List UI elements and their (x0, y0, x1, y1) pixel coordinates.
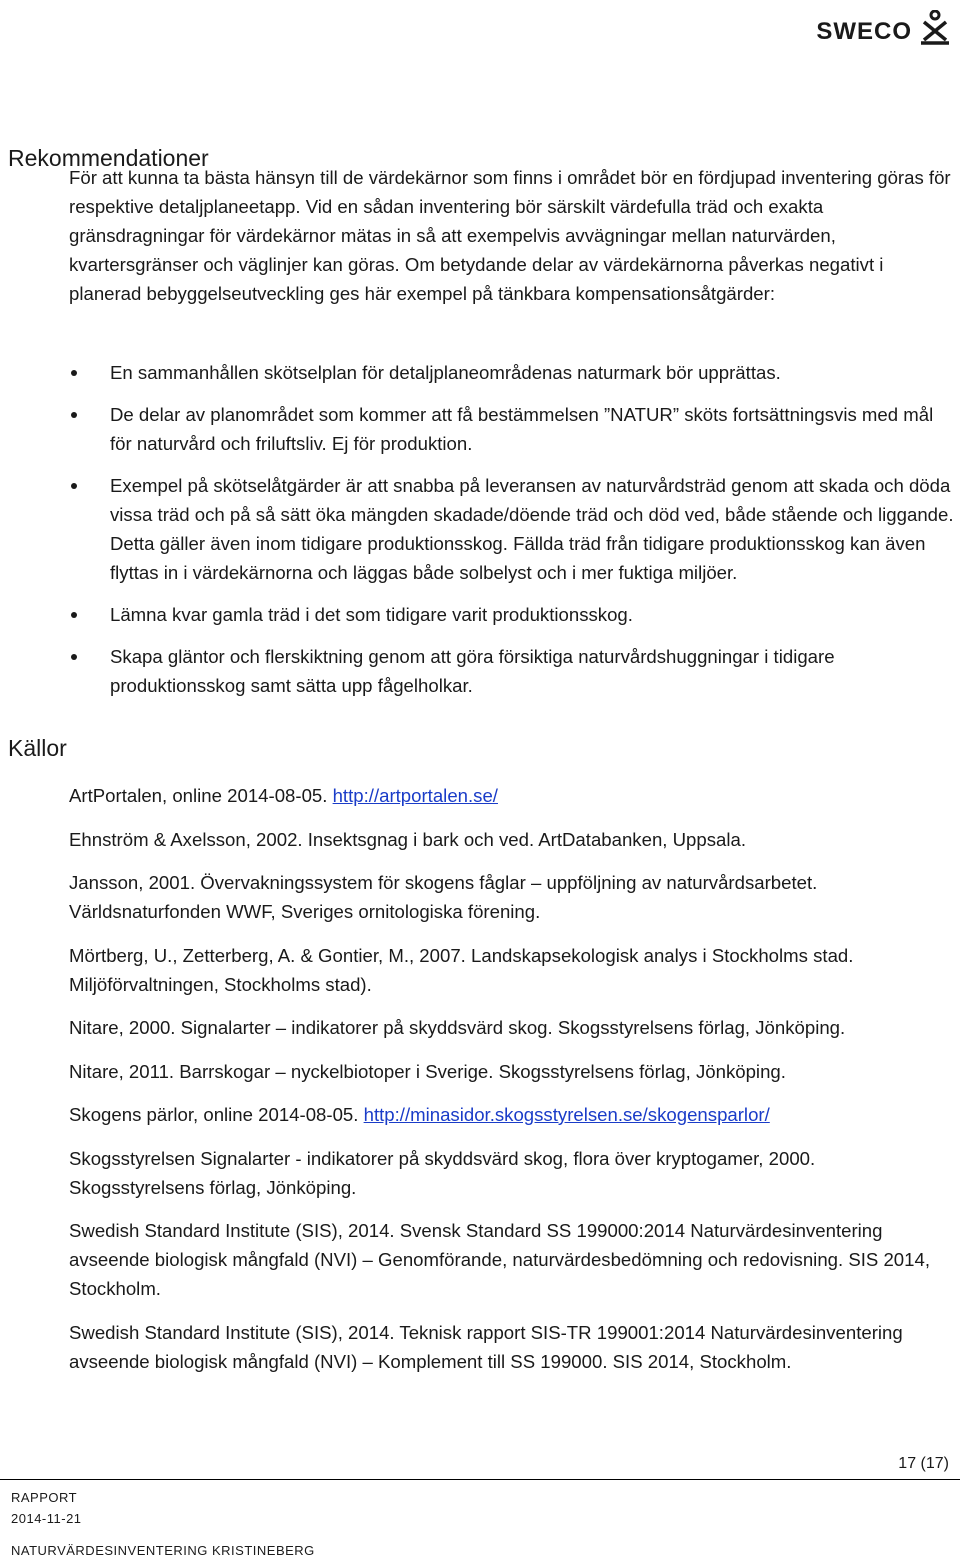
artportalen-link[interactable]: http://artportalen.se/ (332, 785, 498, 806)
list-item (69, 471, 959, 587)
reference-list (69, 781, 954, 1390)
list-item-text: Exempel på skötselåtgärder är att snabba på leveransen av naturvårdsträd genom att skada och döda vissa träd och på så sätt öka mängden skadade/döende träd och död ved, både stående och liggande. Detta gäller även inom tidigare produktionsskog. Fällda träd från tidigare produktionsskog kan även flyttas in i värdekärnorna och läggas både solbelyst och i mer fuktiga miljöer. (110, 475, 954, 583)
bullet-dot-icon (71, 370, 77, 376)
reference-item: Nitare, 2000. Signalarter – indikatorer på skyddsvärd skog. Skogsstyrelsens förlag, Jönköping. (69, 1017, 846, 1038)
list-item-text: Lämna kvar gamla träd i det som tidigare varit produktionsskog. (110, 604, 633, 625)
list-item (69, 358, 959, 387)
reference-item: Jansson, 2001. Övervakningssystem för skogens fåglar – uppföljning av naturvårdsarbetet. Världsnaturfonden WWF, Sveriges ornitologiska förening. (69, 872, 818, 922)
bullet-dot-icon (71, 612, 77, 618)
recommendation-list (69, 358, 959, 713)
bullet-dot-icon (71, 483, 77, 489)
sweco-logo (816, 10, 952, 46)
page-number: 17 (17) (898, 1455, 949, 1472)
reference-text: ArtPortalen, online 2014-08-05. (69, 785, 333, 806)
list-item-text: En sammanhållen skötselplan för detaljplaneområdenas naturmark bör upprättas. (110, 362, 781, 383)
bullet-dot-icon (71, 412, 77, 418)
reference-item (69, 1100, 954, 1129)
reference-item: Ehnström & Axelsson, 2002. Insektsgnag i bark och ved. ArtDatabanken, Uppsala. (69, 828, 747, 850)
reference-item (69, 781, 954, 810)
section-heading-kallor: Källor (8, 735, 67, 761)
list-item-text: De delar av planområdet som kommer att få bestämmelsen ”NATUR” sköts fortsättningsvis med mål för naturvård och friluftsliv. Ej för produktion. (110, 404, 934, 454)
footer-date: 2014-11-21 (11, 1511, 82, 1526)
footer-report-type: RAPPORT (11, 1490, 78, 1505)
logo-text: SWECO (816, 18, 912, 45)
section-heading-rekommendationer: Rekommendationer (8, 145, 209, 171)
reference-item: Mörtberg, U., Zetterberg, A. & Gontier, M., 2007. Landskapsekologisk analys i Stockholms stad. Miljöförvaltningen, Stockholms stad). (69, 944, 854, 995)
footer-divider (0, 1479, 960, 1480)
list-item-text: Skapa gläntor och flerskiktning genom att göra försiktiga naturvårdshuggningar i tidigare produktionsskog samt sätta upp fågelholkar. (110, 646, 835, 696)
footer-report-title: NATURVÄRDESINVENTERING KRISTINEBERG (11, 1543, 315, 1558)
reference-text: Skogens pärlor, online 2014-08-05. (69, 1104, 364, 1125)
list-item (69, 400, 959, 458)
list-item (69, 642, 959, 700)
skogensparlor-link[interactable]: http://minasidor.skogsstyrelsen.se/skogensparlor/ (363, 1104, 770, 1125)
reference-item: Nitare, 2011. Barrskogar – nyckelbiotoper i Sverige. Skogsstyrelsens förlag, Jönköping. (69, 1060, 786, 1082)
bullet-dot-icon (71, 654, 77, 660)
reference-item: Swedish Standard Institute (SIS), 2014. Svensk Standard SS 199000:2014 Naturvärdesinventering avseende biologisk mångfald (NVI) – Genomförande, naturvärdesbedömning och redovisning. SIS 2014, Stockholm. (69, 1220, 930, 1299)
intro-paragraph: För att kunna ta bästa hänsyn till de värdekärnor som finns i området bör en fördjupad inventering göras för respektive detaljplaneetapp. Vid en sådan inventering bör särskilt värdefulla träd och exakta gränsdragningar för värdekärnor mätas in så att exempelvis avvägningar mellan naturvärden, kvartersgränser och väglinjer kan göras. Om betydande delar av värdekärnorna påverkas negativt i planerad bebyggelseutveckling ges här exempel på tänkbara kompensationsåtgärder: (69, 167, 951, 304)
reference-item: Skogsstyrelsen Signalarter - indikatorer på skyddsvärd skog, flora över kryptogamer, 2000. Skogsstyrelsens förlag, Jönköping. (69, 1147, 816, 1198)
list-item (69, 600, 959, 629)
sweco-logo-icon (918, 10, 952, 46)
reference-item: Swedish Standard Institute (SIS), 2014. Teknisk rapport SIS-TR 199001:2014 Naturvärdesinventering avseende biologisk mångfald (NVI) – Komplement till SS 199000. SIS 2014, Stockholm. (69, 1321, 903, 1372)
